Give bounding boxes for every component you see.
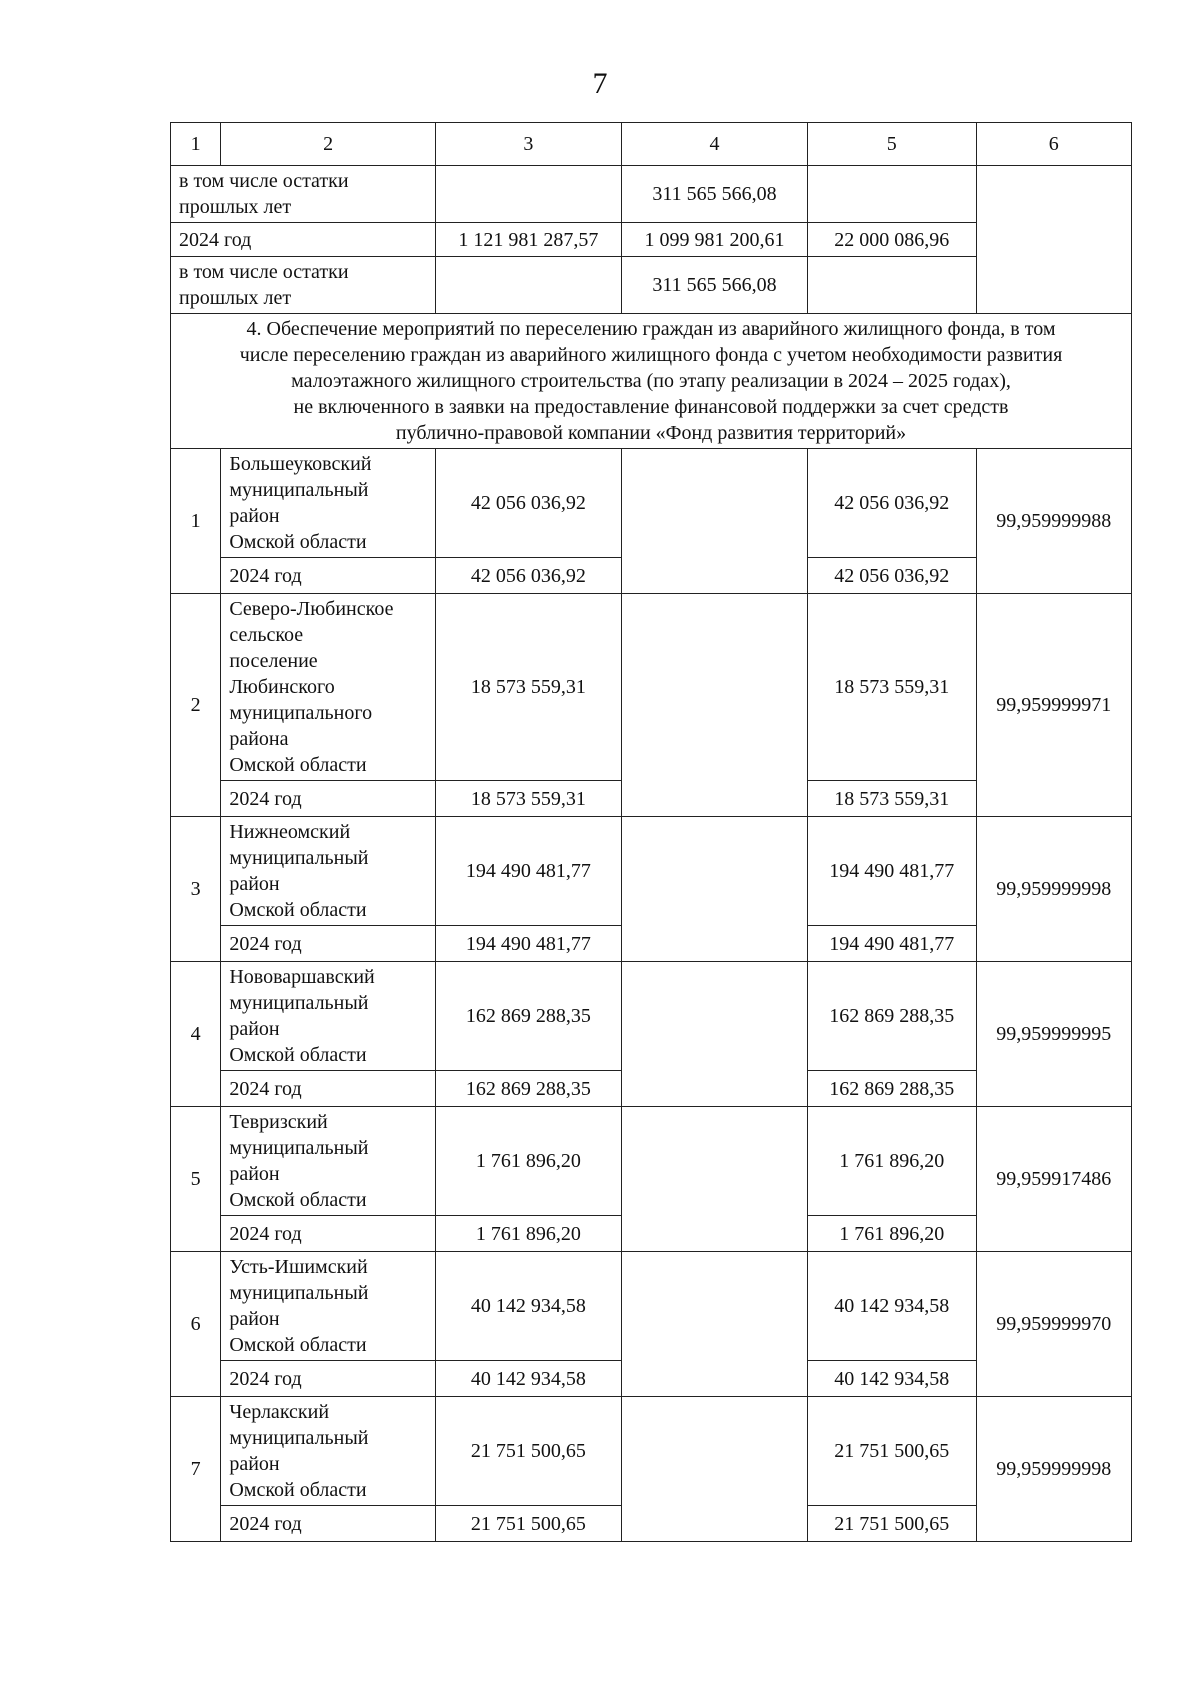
header-cell-1: 1	[171, 123, 221, 166]
entry-name-line: район	[229, 1163, 280, 1185]
year-col5: 42 056 036,92	[807, 558, 976, 594]
cell-col3	[435, 166, 621, 223]
year-label: 2024 год	[221, 558, 436, 594]
section-title-line: числе переселению граждан из аварийного жилищного фонда с учетом необходимости развития	[239, 344, 1063, 366]
header-cell-2: 2	[221, 123, 436, 166]
entry-name-line: муниципального	[229, 702, 373, 724]
cell-col5: 194 490 481,77	[807, 817, 976, 926]
cell-col5: 162 869 288,35	[807, 962, 976, 1071]
cell-col6: 99,959999970	[976, 1252, 1131, 1397]
cell-col4	[621, 817, 807, 962]
cell-col3: 194 490 481,77	[435, 817, 621, 926]
section-title-line: публично-правовой компании «Фонд развития территорий»	[395, 422, 907, 444]
cell-col6: 99,959999971	[976, 594, 1131, 817]
year-label: 2024 год	[221, 1506, 436, 1542]
entry-name-line: поселение	[229, 650, 318, 672]
cell-col4	[621, 1107, 807, 1252]
entry-name-line: района	[229, 728, 289, 750]
entry-number: 2	[171, 594, 221, 817]
year-col3: 42 056 036,92	[435, 558, 621, 594]
entry-name-line: Омской области	[229, 899, 367, 921]
entry-name-line: Омской области	[229, 1479, 367, 1501]
cell-col3: 18 573 559,31	[435, 594, 621, 781]
cell-col5: 42 056 036,92	[807, 449, 976, 558]
entry-name-line: Северо-Любинское	[229, 598, 394, 620]
entry-name-line: Нижнеомский	[229, 821, 351, 843]
entry-name-line: район	[229, 505, 280, 527]
year-col3: 21 751 500,65	[435, 1506, 621, 1542]
entry-name-line: Нововаршавский	[229, 966, 375, 988]
table-row	[171, 1252, 1132, 1361]
cell-col6: 99,959999995	[976, 962, 1131, 1107]
entry-name-line: Любинского	[229, 676, 335, 698]
entry-name-line: Тевризский	[229, 1111, 328, 1133]
cell-col5: 18 573 559,31	[807, 594, 976, 781]
year-col5: 162 869 288,35	[807, 1071, 976, 1107]
header-cell-6: 6	[976, 123, 1131, 166]
year-label: 2024 год	[221, 1216, 436, 1252]
cell-col5: 22 000 086,96	[807, 223, 976, 257]
cell-col3: 1 121 981 287,57	[435, 223, 621, 257]
year-col3: 162 869 288,35	[435, 1071, 621, 1107]
year-col3: 194 490 481,77	[435, 926, 621, 962]
table-row	[171, 166, 1132, 223]
header-cell-3: 3	[435, 123, 621, 166]
entry-name-line: сельское	[229, 624, 304, 646]
cell-col5	[807, 257, 976, 314]
cell-col5: 21 751 500,65	[807, 1397, 976, 1506]
entry-name-line: муниципальный	[229, 847, 369, 869]
cell-col6	[976, 166, 1131, 314]
section-title-line: 4. Обеспечение мероприятий по переселению граждан из аварийного жилищного фонда, в том	[246, 318, 1056, 340]
entry-name-line: Омской области	[229, 754, 367, 776]
entry-name-line: Большеуковский	[229, 453, 372, 475]
cell-col6: 99,959917486	[976, 1107, 1131, 1252]
entry-name-line: район	[229, 1018, 280, 1040]
cell-col4: 311 565 566,08	[621, 166, 807, 223]
entry-number: 3	[171, 817, 221, 962]
entry-name	[221, 1397, 436, 1506]
section-row	[171, 314, 1132, 449]
entry-name	[221, 1107, 436, 1216]
cell-col3: 42 056 036,92	[435, 449, 621, 558]
entry-name	[221, 817, 436, 926]
year-label: 2024 год	[221, 1071, 436, 1107]
cell-col3: 40 142 934,58	[435, 1252, 621, 1361]
entry-name-line: Черлакский	[229, 1401, 330, 1423]
entry-name-line: муниципальный	[229, 479, 369, 501]
section-title-line: малоэтажного жилищного строительства (по этапу реализации в 2024 – 2025 годах),	[291, 370, 1011, 392]
cell-col4	[621, 1252, 807, 1397]
year-col5: 40 142 934,58	[807, 1361, 976, 1397]
cell-col3: 162 869 288,35	[435, 962, 621, 1071]
entry-name-line: Омской области	[229, 1334, 367, 1356]
table-row	[171, 1397, 1132, 1506]
entry-name-line: муниципальный	[229, 1137, 369, 1159]
table-row	[171, 1107, 1132, 1216]
year-col3: 1 761 896,20	[435, 1216, 621, 1252]
entry-name-line: муниципальный	[229, 1427, 369, 1449]
year-col5: 1 761 896,20	[807, 1216, 976, 1252]
cell-col4	[621, 594, 807, 817]
cell-col5: 40 142 934,58	[807, 1252, 976, 1361]
cell-col5	[807, 166, 976, 223]
entry-name-line: Омской области	[229, 531, 367, 553]
entry-name-line: муниципальный	[229, 992, 369, 1014]
table-row	[171, 962, 1132, 1071]
year-label: 2024 год	[221, 926, 436, 962]
cell-col3	[435, 257, 621, 314]
cell-col4	[621, 449, 807, 594]
row-label: в том числе остатки прошлых лет	[171, 166, 436, 223]
row-label: 2024 год	[171, 223, 436, 257]
cell-col3: 21 751 500,65	[435, 1397, 621, 1506]
year-label: 2024 год	[221, 781, 436, 817]
year-col5: 194 490 481,77	[807, 926, 976, 962]
entry-number: 5	[171, 1107, 221, 1252]
entry-number: 7	[171, 1397, 221, 1542]
entry-number: 1	[171, 449, 221, 594]
header-row	[171, 123, 1132, 166]
entry-name-line: муниципальный	[229, 1282, 369, 1304]
entry-name	[221, 1252, 436, 1361]
allocation-table	[170, 122, 1132, 1542]
entry-name-line: Омской области	[229, 1044, 367, 1066]
cell-col4	[621, 1397, 807, 1542]
table-row	[171, 594, 1132, 781]
year-label: 2024 год	[221, 1361, 436, 1397]
entry-number: 4	[171, 962, 221, 1107]
year-col5: 18 573 559,31	[807, 781, 976, 817]
entry-name	[221, 594, 436, 781]
cell-col6: 99,959999988	[976, 449, 1131, 594]
table-row	[171, 449, 1132, 558]
entry-name-line: район	[229, 873, 280, 895]
entry-name-line: район	[229, 1453, 280, 1475]
entry-name-line: Усть-Ишимский	[229, 1256, 368, 1278]
cell-col6: 99,959999998	[976, 817, 1131, 962]
year-col3: 18 573 559,31	[435, 781, 621, 817]
page-number: 7	[592, 67, 608, 100]
entry-name-line: район	[229, 1308, 280, 1330]
year-col5: 21 751 500,65	[807, 1506, 976, 1542]
cell-col6: 99,959999998	[976, 1397, 1131, 1542]
entry-name	[221, 962, 436, 1071]
entry-name-line: Омской области	[229, 1189, 367, 1211]
section-title-line: не включенного в заявки на предоставление финансовой поддержки за счет средств	[293, 396, 1009, 418]
header-cell-5: 5	[807, 123, 976, 166]
cell-col4	[621, 962, 807, 1107]
table-row	[171, 817, 1132, 926]
entry-name	[221, 449, 436, 558]
entry-number: 6	[171, 1252, 221, 1397]
cell-col4: 311 565 566,08	[621, 257, 807, 314]
row-label: в том числе остатки прошлых лет	[171, 257, 436, 314]
cell-col3: 1 761 896,20	[435, 1107, 621, 1216]
section-title	[171, 314, 1132, 449]
cell-col4: 1 099 981 200,61	[621, 223, 807, 257]
header-cell-4: 4	[621, 123, 807, 166]
cell-col5: 1 761 896,20	[807, 1107, 976, 1216]
year-col3: 40 142 934,58	[435, 1361, 621, 1397]
